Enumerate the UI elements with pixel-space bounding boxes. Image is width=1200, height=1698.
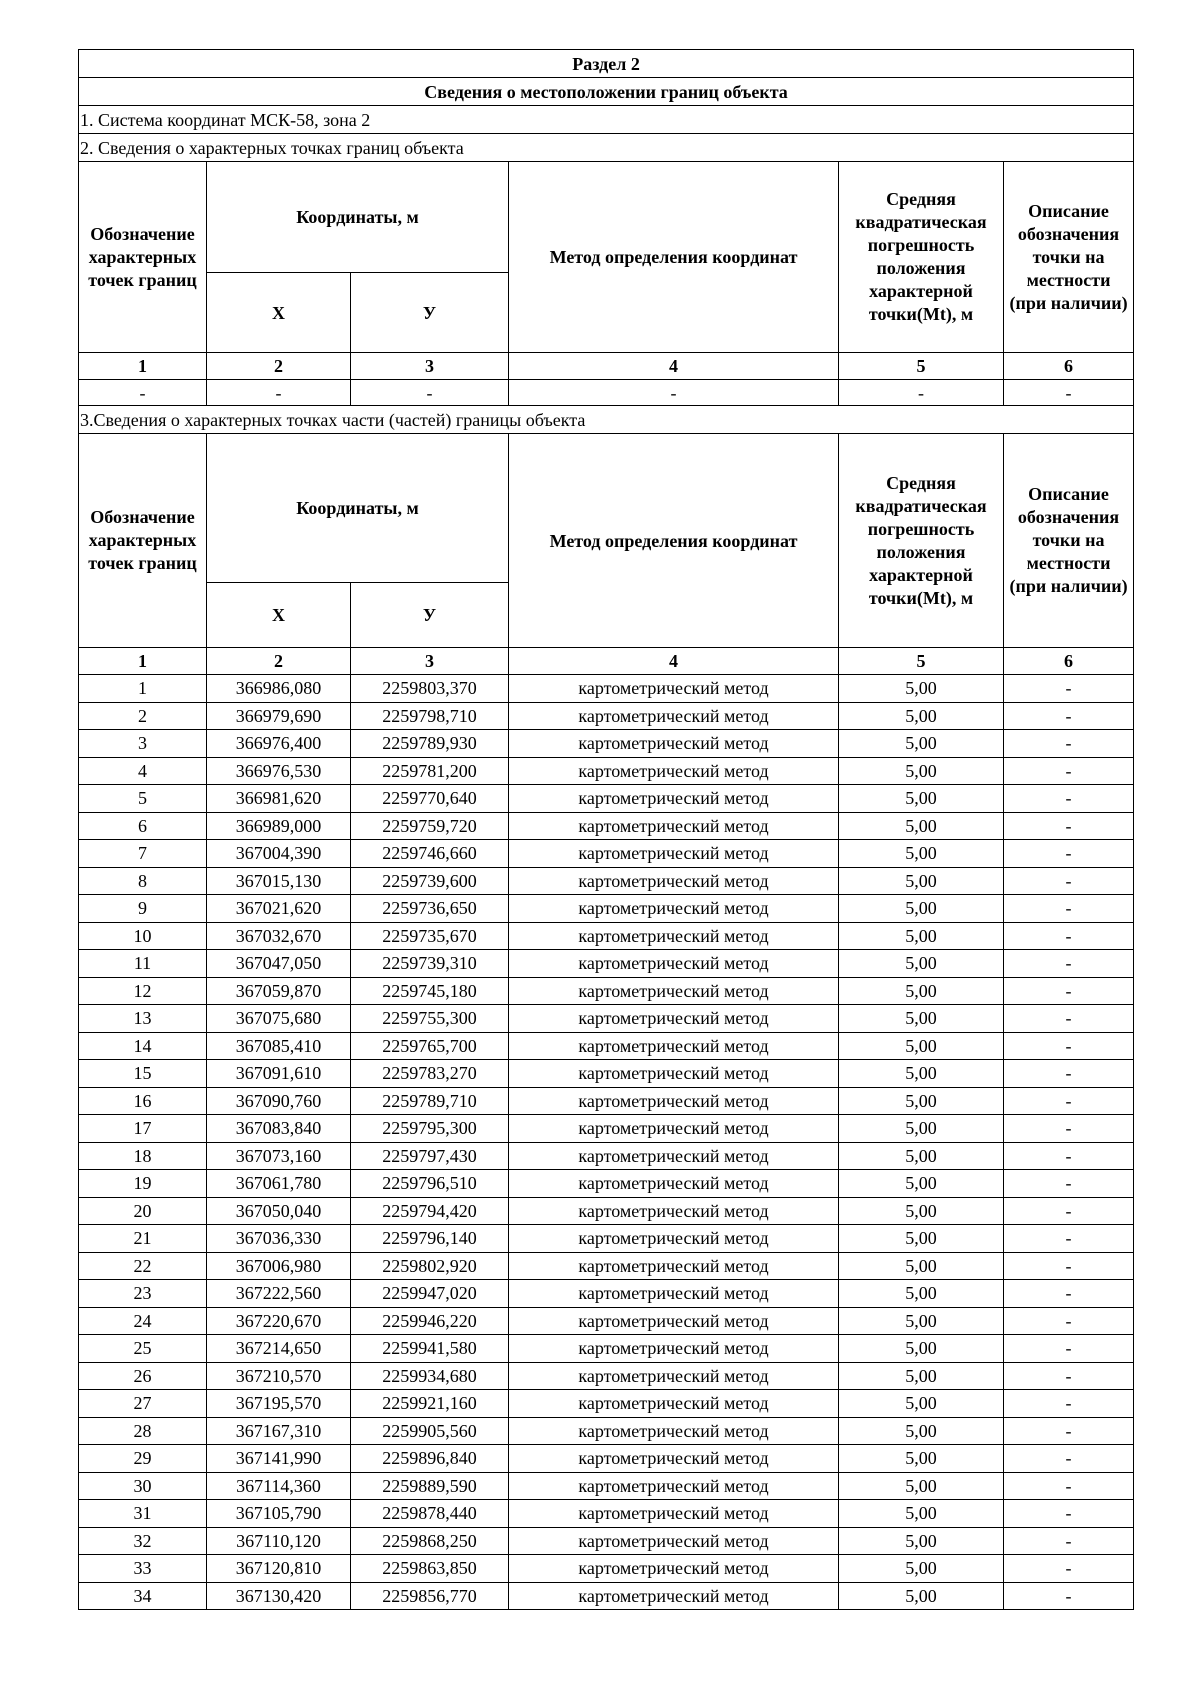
description: - — [1004, 1087, 1134, 1115]
method: картометрический метод — [509, 812, 839, 840]
error-value: 5,00 — [839, 922, 1004, 950]
method: картометрический метод — [509, 1060, 839, 1088]
coord-x: 366976,400 — [207, 730, 351, 758]
table-row — [79, 1555, 1134, 1583]
coord-x: 367120,810 — [207, 1555, 351, 1583]
description: - — [1004, 1555, 1134, 1583]
method: картометрический метод — [509, 1280, 839, 1308]
table-row — [79, 1417, 1134, 1445]
coord-y: 2259856,770 — [351, 1582, 509, 1610]
table-row — [79, 1197, 1134, 1225]
coord-x: 367210,570 — [207, 1362, 351, 1390]
column-numbers — [79, 353, 1134, 380]
table-row — [79, 380, 1134, 406]
description: - — [1004, 867, 1134, 895]
coord-y: 2259783,270 — [351, 1060, 509, 1088]
point-number: 19 — [79, 1170, 207, 1198]
method: картометрический метод — [509, 1087, 839, 1115]
coord-x: 367222,560 — [207, 1280, 351, 1308]
coord-x: 367141,990 — [207, 1445, 351, 1473]
point-number: 9 — [79, 895, 207, 923]
description: - — [1004, 757, 1134, 785]
method: картометрический метод — [509, 1335, 839, 1363]
coord-y: 2259770,640 — [351, 785, 509, 813]
coord-x: 366989,000 — [207, 812, 351, 840]
table-row — [79, 1115, 1134, 1143]
error-value: 5,00 — [839, 1115, 1004, 1143]
coord-y: 2259789,710 — [351, 1087, 509, 1115]
method: картометрический метод — [509, 1142, 839, 1170]
error-value: 5,00 — [839, 1252, 1004, 1280]
method: картометрический метод — [509, 922, 839, 950]
method: картометрический метод — [509, 785, 839, 813]
description: - — [1004, 1500, 1134, 1528]
column-number: 3 — [351, 648, 509, 675]
point-number: 10 — [79, 922, 207, 950]
coord-y: 2259739,600 — [351, 867, 509, 895]
table-row — [79, 812, 1134, 840]
description: - — [1004, 1142, 1134, 1170]
column-number: 6 — [1004, 648, 1134, 675]
table-row — [79, 1527, 1134, 1555]
table-cell: - — [1004, 380, 1134, 406]
table-row — [79, 1225, 1134, 1253]
method: картометрический метод — [509, 1417, 839, 1445]
description: - — [1004, 1005, 1134, 1033]
coord-x: 367047,050 — [207, 950, 351, 978]
table-row — [79, 702, 1134, 730]
point-number: 15 — [79, 1060, 207, 1088]
error-value: 5,00 — [839, 895, 1004, 923]
error-value: 5,00 — [839, 702, 1004, 730]
error-value: 5,00 — [839, 1005, 1004, 1033]
point-number: 16 — [79, 1087, 207, 1115]
coord-y: 2259803,370 — [351, 675, 509, 703]
error-value: 5,00 — [839, 1280, 1004, 1308]
method: картометрический метод — [509, 1390, 839, 1418]
table-row — [79, 1170, 1134, 1198]
error-value: 5,00 — [839, 1170, 1004, 1198]
table-row — [79, 1582, 1134, 1610]
column-number: 4 — [509, 648, 839, 675]
coord-y: 2259759,720 — [351, 812, 509, 840]
column-number: 1 — [79, 353, 207, 380]
table-cell: - — [509, 380, 839, 406]
description: - — [1004, 1582, 1134, 1610]
coord-x: 366979,690 — [207, 702, 351, 730]
coord-x: 367090,760 — [207, 1087, 351, 1115]
table-row — [79, 1005, 1134, 1033]
method: картометрический метод — [509, 757, 839, 785]
coord-x: 367015,130 — [207, 867, 351, 895]
description: - — [1004, 1445, 1134, 1473]
table-row — [79, 1445, 1134, 1473]
method: картометрический метод — [509, 1445, 839, 1473]
point-number: 7 — [79, 840, 207, 868]
coord-y: 2259746,660 — [351, 840, 509, 868]
coord-x: 367004,390 — [207, 840, 351, 868]
point-number: 27 — [79, 1390, 207, 1418]
description: - — [1004, 1225, 1134, 1253]
header-method: Метод определения координат — [509, 162, 839, 353]
error-value: 5,00 — [839, 675, 1004, 703]
header-error: Средняя квадратическая погрешность положения характерной точки(Mt), м — [839, 434, 1004, 648]
coord-y: 2259796,510 — [351, 1170, 509, 1198]
description: - — [1004, 922, 1134, 950]
error-value: 5,00 — [839, 812, 1004, 840]
table-row — [79, 1500, 1134, 1528]
coord-y: 2259735,670 — [351, 922, 509, 950]
coord-x: 367083,840 — [207, 1115, 351, 1143]
coord-x: 367105,790 — [207, 1500, 351, 1528]
header-method: Метод определения координат — [509, 434, 839, 648]
column-number: 5 — [839, 648, 1004, 675]
description: - — [1004, 1472, 1134, 1500]
column-number: 5 — [839, 353, 1004, 380]
table-row — [79, 1307, 1134, 1335]
coord-y: 2259878,440 — [351, 1500, 509, 1528]
coord-x: 367130,420 — [207, 1582, 351, 1610]
table-row — [79, 1280, 1134, 1308]
point-number: 1 — [79, 675, 207, 703]
description: - — [1004, 1115, 1134, 1143]
table-row — [79, 1472, 1134, 1500]
table-cell: - — [79, 380, 207, 406]
method: картометрический метод — [509, 1225, 839, 1253]
description: - — [1004, 1170, 1134, 1198]
header-coordinates: Координаты, м — [207, 162, 509, 273]
method: картометрический метод — [509, 950, 839, 978]
coord-x: 367220,670 — [207, 1307, 351, 1335]
coord-y: 2259947,020 — [351, 1280, 509, 1308]
table-row — [79, 1087, 1134, 1115]
coord-x: 367032,670 — [207, 922, 351, 950]
point-number: 29 — [79, 1445, 207, 1473]
coord-y: 2259798,710 — [351, 702, 509, 730]
error-value: 5,00 — [839, 950, 1004, 978]
description: - — [1004, 977, 1134, 1005]
error-value: 5,00 — [839, 1335, 1004, 1363]
error-value: 5,00 — [839, 1500, 1004, 1528]
header-description: Описание обозначения точки на местности (при наличии) — [1004, 162, 1134, 353]
method: картометрический метод — [509, 977, 839, 1005]
part3-rows — [79, 675, 1134, 1610]
method: картометрический метод — [509, 1527, 839, 1555]
description: - — [1004, 1390, 1134, 1418]
coord-y: 2259797,430 — [351, 1142, 509, 1170]
coord-x: 367114,360 — [207, 1472, 351, 1500]
table-row — [79, 1335, 1134, 1363]
column-number: 3 — [351, 353, 509, 380]
table-row — [79, 922, 1134, 950]
coord-y: 2259941,580 — [351, 1335, 509, 1363]
point-number: 8 — [79, 867, 207, 895]
table-cell: - — [207, 380, 351, 406]
point-number: 22 — [79, 1252, 207, 1280]
coord-x: 367036,330 — [207, 1225, 351, 1253]
description: - — [1004, 1032, 1134, 1060]
header-designation: Обозначение характерных точек границ — [79, 434, 207, 648]
error-value: 5,00 — [839, 1555, 1004, 1583]
error-value: 5,00 — [839, 1417, 1004, 1445]
coord-system: 1. Система координат МСК-58, зона 2 — [79, 106, 1134, 134]
description: - — [1004, 1280, 1134, 1308]
header-description: Описание обозначения точки на местности (при наличии) — [1004, 434, 1134, 648]
error-value: 5,00 — [839, 1582, 1004, 1610]
coord-y: 2259863,850 — [351, 1555, 509, 1583]
coord-x: 366986,080 — [207, 675, 351, 703]
error-value: 5,00 — [839, 1087, 1004, 1115]
coord-y: 2259794,420 — [351, 1197, 509, 1225]
coord-y: 2259795,300 — [351, 1115, 509, 1143]
error-value: 5,00 — [839, 867, 1004, 895]
table-row — [79, 867, 1134, 895]
part3-title: 3.Сведения о характерных точках части (частей) границы объекта — [79, 406, 1134, 434]
table-row — [79, 785, 1134, 813]
coord-x: 367214,650 — [207, 1335, 351, 1363]
table-row — [79, 675, 1134, 703]
point-number: 11 — [79, 950, 207, 978]
coord-x: 367091,610 — [207, 1060, 351, 1088]
coord-y: 2259736,650 — [351, 895, 509, 923]
error-value: 5,00 — [839, 840, 1004, 868]
method: картометрический метод — [509, 867, 839, 895]
method: картометрический метод — [509, 1472, 839, 1500]
coord-y: 2259946,220 — [351, 1307, 509, 1335]
point-number: 26 — [79, 1362, 207, 1390]
table-row — [79, 1142, 1134, 1170]
point-number: 33 — [79, 1555, 207, 1583]
coord-x: 367167,310 — [207, 1417, 351, 1445]
boundary-table — [78, 49, 1134, 1610]
table-row — [79, 950, 1134, 978]
point-number: 3 — [79, 730, 207, 758]
description: - — [1004, 1417, 1134, 1445]
description: - — [1004, 702, 1134, 730]
coord-x: 367006,980 — [207, 1252, 351, 1280]
table-row — [79, 1252, 1134, 1280]
coord-x: 366976,530 — [207, 757, 351, 785]
coord-y: 2259921,160 — [351, 1390, 509, 1418]
method: картометрический метод — [509, 675, 839, 703]
table-row — [79, 730, 1134, 758]
method: картометрический метод — [509, 1307, 839, 1335]
coord-x: 367195,570 — [207, 1390, 351, 1418]
table-row — [79, 977, 1134, 1005]
point-number: 32 — [79, 1527, 207, 1555]
method: картометрический метод — [509, 1582, 839, 1610]
header-y: У — [351, 273, 509, 353]
coord-x: 367075,680 — [207, 1005, 351, 1033]
coord-x: 367073,160 — [207, 1142, 351, 1170]
coord-y: 2259739,310 — [351, 950, 509, 978]
coord-y: 2259765,700 — [351, 1032, 509, 1060]
description: - — [1004, 840, 1134, 868]
coord-y: 2259896,840 — [351, 1445, 509, 1473]
error-value: 5,00 — [839, 977, 1004, 1005]
error-value: 5,00 — [839, 730, 1004, 758]
document-page — [78, 49, 1133, 1610]
header-x: Х — [207, 582, 351, 647]
description: - — [1004, 785, 1134, 813]
point-number: 14 — [79, 1032, 207, 1060]
description: - — [1004, 1252, 1134, 1280]
column-number: 4 — [509, 353, 839, 380]
coord-y: 2259781,200 — [351, 757, 509, 785]
description: - — [1004, 730, 1134, 758]
method: картометрический метод — [509, 1197, 839, 1225]
coord-y: 2259889,590 — [351, 1472, 509, 1500]
error-value: 5,00 — [839, 1390, 1004, 1418]
column-number: 2 — [207, 353, 351, 380]
error-value: 5,00 — [839, 1527, 1004, 1555]
table-row — [79, 1060, 1134, 1088]
header-designation: Обозначение характерных точек границ — [79, 162, 207, 353]
part2-title: 2. Сведения о характерных точках границ объекта — [79, 134, 1134, 162]
description: - — [1004, 1060, 1134, 1088]
description: - — [1004, 675, 1134, 703]
point-number: 2 — [79, 702, 207, 730]
point-number: 20 — [79, 1197, 207, 1225]
column-numbers — [79, 648, 1134, 675]
description: - — [1004, 895, 1134, 923]
method: картометрический метод — [509, 1115, 839, 1143]
description: - — [1004, 950, 1134, 978]
coord-x: 367059,870 — [207, 977, 351, 1005]
table-row — [79, 1362, 1134, 1390]
section-subtitle: Сведения о местоположении границ объекта — [79, 78, 1134, 106]
coord-y: 2259905,560 — [351, 1417, 509, 1445]
point-number: 30 — [79, 1472, 207, 1500]
point-number: 5 — [79, 785, 207, 813]
description: - — [1004, 1307, 1134, 1335]
point-number: 4 — [79, 757, 207, 785]
coord-x: 367061,780 — [207, 1170, 351, 1198]
point-number: 24 — [79, 1307, 207, 1335]
coord-y: 2259796,140 — [351, 1225, 509, 1253]
coord-y: 2259755,300 — [351, 1005, 509, 1033]
table-row — [79, 895, 1134, 923]
error-value: 5,00 — [839, 1445, 1004, 1473]
table-cell: - — [839, 380, 1004, 406]
description: - — [1004, 1362, 1134, 1390]
error-value: 5,00 — [839, 1362, 1004, 1390]
column-number: 1 — [79, 648, 207, 675]
method: картометрический метод — [509, 1362, 839, 1390]
error-value: 5,00 — [839, 1225, 1004, 1253]
description: - — [1004, 812, 1134, 840]
header-error: Средняя квадратическая погрешность положения характерной точки(Mt), м — [839, 162, 1004, 353]
coord-y: 2259802,920 — [351, 1252, 509, 1280]
point-number: 23 — [79, 1280, 207, 1308]
point-number: 34 — [79, 1582, 207, 1610]
coord-x: 367021,620 — [207, 895, 351, 923]
column-number: 2 — [207, 648, 351, 675]
point-number: 25 — [79, 1335, 207, 1363]
method: картометрический метод — [509, 1555, 839, 1583]
coord-y: 2259868,250 — [351, 1527, 509, 1555]
error-value: 5,00 — [839, 1472, 1004, 1500]
description: - — [1004, 1527, 1134, 1555]
point-number: 12 — [79, 977, 207, 1005]
coord-x: 367110,120 — [207, 1527, 351, 1555]
error-value: 5,00 — [839, 1060, 1004, 1088]
method: картометрический метод — [509, 1032, 839, 1060]
point-number: 13 — [79, 1005, 207, 1033]
method: картометрический метод — [509, 1005, 839, 1033]
error-value: 5,00 — [839, 1307, 1004, 1335]
error-value: 5,00 — [839, 1142, 1004, 1170]
table-row — [79, 757, 1134, 785]
point-number: 21 — [79, 1225, 207, 1253]
column-number: 6 — [1004, 353, 1134, 380]
table-cell: - — [351, 380, 509, 406]
coord-y: 2259934,680 — [351, 1362, 509, 1390]
point-number: 31 — [79, 1500, 207, 1528]
table-row — [79, 1032, 1134, 1060]
error-value: 5,00 — [839, 1197, 1004, 1225]
method: картометрический метод — [509, 702, 839, 730]
coord-x: 366981,620 — [207, 785, 351, 813]
error-value: 5,00 — [839, 785, 1004, 813]
table-row — [79, 840, 1134, 868]
error-value: 5,00 — [839, 757, 1004, 785]
coord-y: 2259745,180 — [351, 977, 509, 1005]
method: картометрический метод — [509, 730, 839, 758]
point-number: 28 — [79, 1417, 207, 1445]
description: - — [1004, 1197, 1134, 1225]
header-coordinates: Координаты, м — [207, 434, 509, 583]
method: картометрический метод — [509, 1252, 839, 1280]
part2-rows — [79, 380, 1134, 406]
method: картометрический метод — [509, 1170, 839, 1198]
description: - — [1004, 1335, 1134, 1363]
method: картометрический метод — [509, 840, 839, 868]
coord-x: 367085,410 — [207, 1032, 351, 1060]
point-number: 18 — [79, 1142, 207, 1170]
point-number: 17 — [79, 1115, 207, 1143]
coord-y: 2259789,930 — [351, 730, 509, 758]
table-row — [79, 1390, 1134, 1418]
section-title: Раздел 2 — [79, 50, 1134, 78]
header-y: У — [351, 582, 509, 647]
method: картометрический метод — [509, 1500, 839, 1528]
header-x: Х — [207, 273, 351, 353]
method: картометрический метод — [509, 895, 839, 923]
error-value: 5,00 — [839, 1032, 1004, 1060]
point-number: 6 — [79, 812, 207, 840]
coord-x: 367050,040 — [207, 1197, 351, 1225]
